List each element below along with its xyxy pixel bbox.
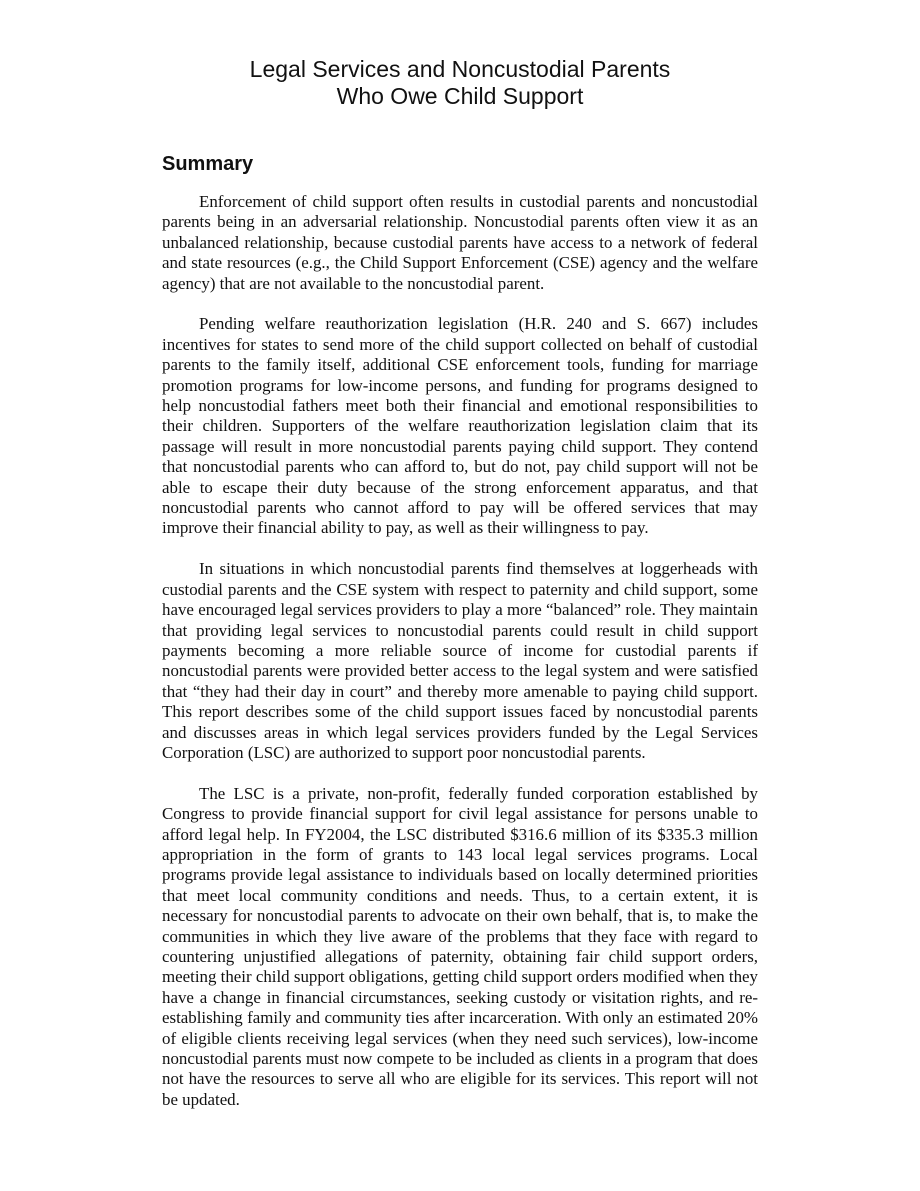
- title-line-2: Who Owe Child Support: [336, 83, 584, 109]
- summary-paragraph-4: The LSC is a private, non-profit, federally funded corporation established by Congress to provide financial support for civil legal assistance for persons unable to afford legal help. In FY2004, the LSC distributed $316.6 million of its $335.3 million appropriation in the form of grants to 143 local legal services programs. Local programs provide legal assistance to individuals based on locally determined priorities that meet local community conditions and needs. Thus, to a certain extent, it is necessary for noncustodial parents to advocate on their own behalf, that is, to make the communities in which they live aware of the problems that they face with regard to countering unjustified allegations of paternity, obtaining fair child support orders, meeting their child support obligations, getting child support orders modified when they have a change in financial circumstances, seeking custody or visitation rights, and re-establishing family and community ties after incarceration. With only an estimated 20% of eligible clients receiving legal services (when they need such services), low-income noncustodial parents must now compete to be included as clients in a program that does not have the resources to serve all who are eligible for its services. This report will not be updated.: [162, 783, 758, 1109]
- summary-heading: Summary: [162, 153, 254, 175]
- summary-paragraph-1: Enforcement of child support often results in custodial parents and noncustodial parents being in an adversarial relationship. Noncustodial parents often view it as an unbalanced relationship, because custodial parents have access to a network of federal and state resources (e.g., the Child Support Enforcement (CSE) agency and the welfare agency) that are not available to the noncustodial parent.: [162, 192, 758, 293]
- summary-paragraph-2: Pending welfare reauthorization legislation (H.R. 240 and S. 667) includes incentives for states to send more of the child support collected on behalf of custodial parents to the family itself, additional CSE enforcement tools, funding for marriage promotion programs for low-income persons, and funding for programs designed to help noncustodial fathers meet both their financial and emotional responsibilities to their children. Supporters of the welfare reauthorization legislation claim that its passage will result in more noncustodial parents paying child support. They contend that noncustodial parents who can afford to, but do not, pay child support will not be able to escape their duty because of the strong enforcement apparatus, and that noncustodial parents who cannot afford to pay will be offered services that may improve their financial ability to pay, as well as their willingness to pay.: [162, 314, 758, 538]
- summary-paragraph-3: In situations in which noncustodial parents find themselves at loggerheads with custodial parents and the CSE system with respect to paternity and child support, some have encouraged legal services providers to play a more “balanced” role. They maintain that providing legal services to noncustodial parents could result in child support payments becoming a more reliable source of income for custodial parents if noncustodial parents were provided better access to the legal system and were satisfied that “they had their day in court” and thereby more amenable to paying child support. This report describes some of the child support issues faced by noncustodial parents and discusses areas in which legal services providers funded by the Legal Services Corporation (LSC) are authorized to support poor noncustodial parents.: [162, 559, 758, 762]
- document-page: [162, 56, 758, 1131]
- summary-body: [162, 192, 758, 1110]
- title-line-1: Legal Services and Noncustodial Parents: [249, 56, 671, 82]
- page-title: [162, 56, 758, 110]
